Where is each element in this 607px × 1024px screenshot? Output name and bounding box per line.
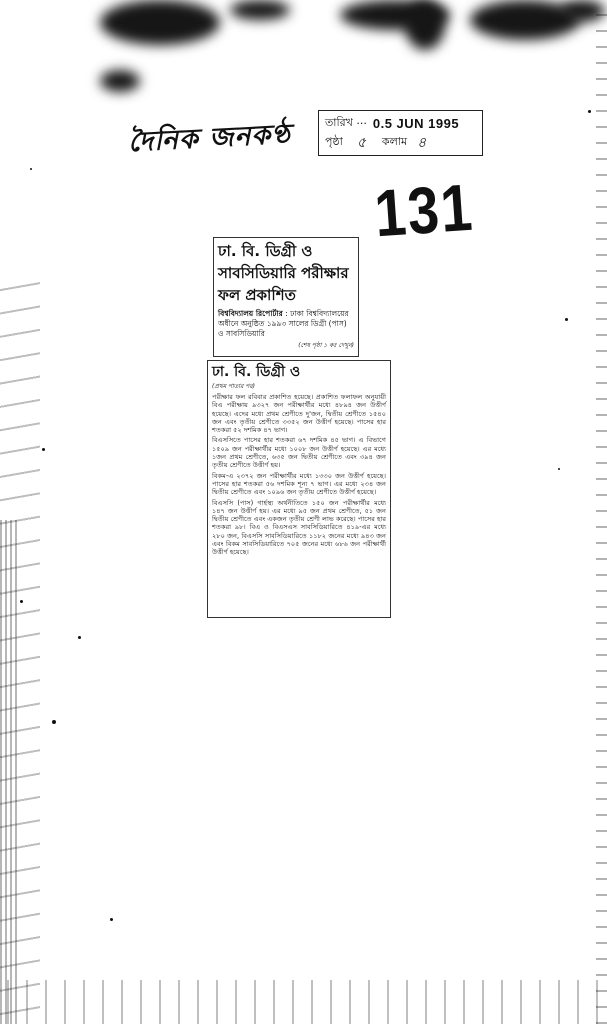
scan-speck [20, 600, 23, 603]
scan-speck [110, 918, 113, 921]
scan-blotch [100, 0, 220, 45]
scan-speck [565, 318, 568, 321]
stamp-date-label: তারিখ [325, 116, 353, 129]
stamp-page-row [325, 133, 476, 152]
clipping-paragraph: বিকম-এ ২৩৭২ জন পরীক্ষার্থীর মধ্যে ১৩৩০ জন উত্তীর্ণ হয়েছে। পাসের হার শতকরা ৫৬ দশমিক শূন্য ৭ ভাগ। এর মধ্যে ২৩৪ জন দ্বিতীয় শ্রেণীতে এবং ১০৯৬ জন তৃতীয় শ্রেণীতে উত্তীর্ণ হয়েছে। [212, 471, 386, 497]
scan-speck [588, 110, 591, 113]
clipping-continued-note: (শেষ পৃষ্ঠা ১ কঃ দেখুন) [298, 342, 354, 349]
scan-edge-noise [0, 520, 18, 1024]
scan-speck [42, 448, 45, 451]
scan-blotch [100, 70, 140, 92]
stamp-page-label: পৃষ্ঠা [325, 135, 343, 148]
handwritten-archive-number: 131 [372, 169, 476, 251]
stamp-column-value: ৪ [417, 135, 427, 151]
stamp-page-value: ৫ [356, 135, 366, 151]
clipping-continued-headline: ঢা. বি. ডিগ্রী ও [212, 364, 301, 380]
stamp-date-row: তারিখ ··· 0.5 JUN 1995 [325, 116, 460, 131]
clipping-continued-from: (প্রথম পাতার পর) [212, 383, 255, 390]
clipping-continued [207, 360, 391, 618]
scan-speck [52, 720, 56, 724]
stamp-column-label: কলাম [381, 135, 408, 148]
newspaper-masthead: দৈনিক জনকণ্ঠ [127, 118, 292, 159]
archive-stamp [318, 110, 483, 156]
clipping-byline-lead: বিশ্ববিদ্যালয় রিপোর্টার : ঢাকা বিশ্ববিদ্যালয়ের অধীনে অনুষ্ঠিত ১৯৯৩ সালের ডিগ্রী (পাস) ও সাবসিডিয়ারি [218, 309, 349, 338]
clipping-paragraph: বিএসসি (পাস) গার্হস্থ্য অর্থনীতিতে ১৫০ জন পরীক্ষার্থীর মধ্যে ১৪৭ জন উত্তীর্ণ হয়। এর মধ্যে ৯৫ জন প্রথম শ্রেণীতে, ৫১ জন দ্বিতীয় শ্রেণীতে এবং একজন তৃতীয় শ্রেণী লাভ করেছে। পাসের হার শতকরা ৯৮। বিএ ও বিএসএস সাবসিডিয়ারিতে ৪১৯-এর মধ্যে ২৮০ জন, বিএসসি সাবসিডিয়ারিতে ১১৮২ জনের মধ্যে ৯৪৩ জন এবং বিকম সাবসিডিয়ারিতে ৭০৫ জনের মধ্যে ৬৮৬ জন পরীক্ষার্থী উত্তীর্ণ হয়েছে। [212, 498, 386, 557]
scan-edge-noise [596, 0, 607, 1024]
scan-speck [30, 168, 32, 170]
clipping-byline: বিশ্ববিদ্যালয় রিপোর্টার [218, 309, 283, 318]
clipping-front-page [213, 237, 359, 357]
scan-speck [78, 636, 81, 639]
scan-speck [558, 468, 560, 470]
clipping-lead: ঢাকা বিশ্ববিদ্যালয়ের অধীনে অনুষ্ঠিত ১৯৯৩ সালের ডিগ্রী (পাস) ও সাবসিডিয়ারি [218, 309, 349, 338]
scan-edge-noise [0, 980, 607, 1024]
clipping-headline: ঢা. বি. ডিগ্রী ও সাবসিডিয়ারি পরীক্ষার ফল প্রকাশিত [218, 242, 349, 304]
clipping-paragraph: বিএসসিতে পাসের হার শতকরা ৬৭ দশমিক ৪৫ ভাগ। এ বিভাগে ১৫০৯ জন পরীক্ষার্থীর মধ্যে ১০০৮ জন উত্তীর্ণ হয়েছে। এর মধ্যে ১জন প্রথম শ্রেণীতে, ৬৩৫ জন দ্বিতীয় শ্রেণীতে এবং ৩৯৪ জন তৃতীয় শ্রেণীতে উত্তীর্ণ হয়। [212, 436, 386, 470]
stamp-date-value: 0.5 JUN 1995 [372, 116, 460, 131]
scan-blotch [405, 0, 445, 50]
clipping-paragraph: পরীক্ষার ফল রবিবার প্রকাশিত হয়েছে। প্রকাশিত ফলাফল অনুযায়ী বিএ পরীক্ষায় ৯৩২৭ জন পরীক্ষার্থীর মধ্যে ৪৮৯৪ জন উত্তীর্ণ হয়েছে। এদের মধ্যে প্রথম শ্রেণীতে দু'জন, দ্বিতীয় শ্রেণীতে ১৫৪০ জন এবং তৃতীয় শ্রেণীতে ৩৩৫২ জন উত্তীর্ণ হয়েছে। পাসের হার শতকরা ৫২ দশমিক ৪৭ ভাগ। [212, 393, 386, 435]
scan-blotch [230, 0, 290, 20]
